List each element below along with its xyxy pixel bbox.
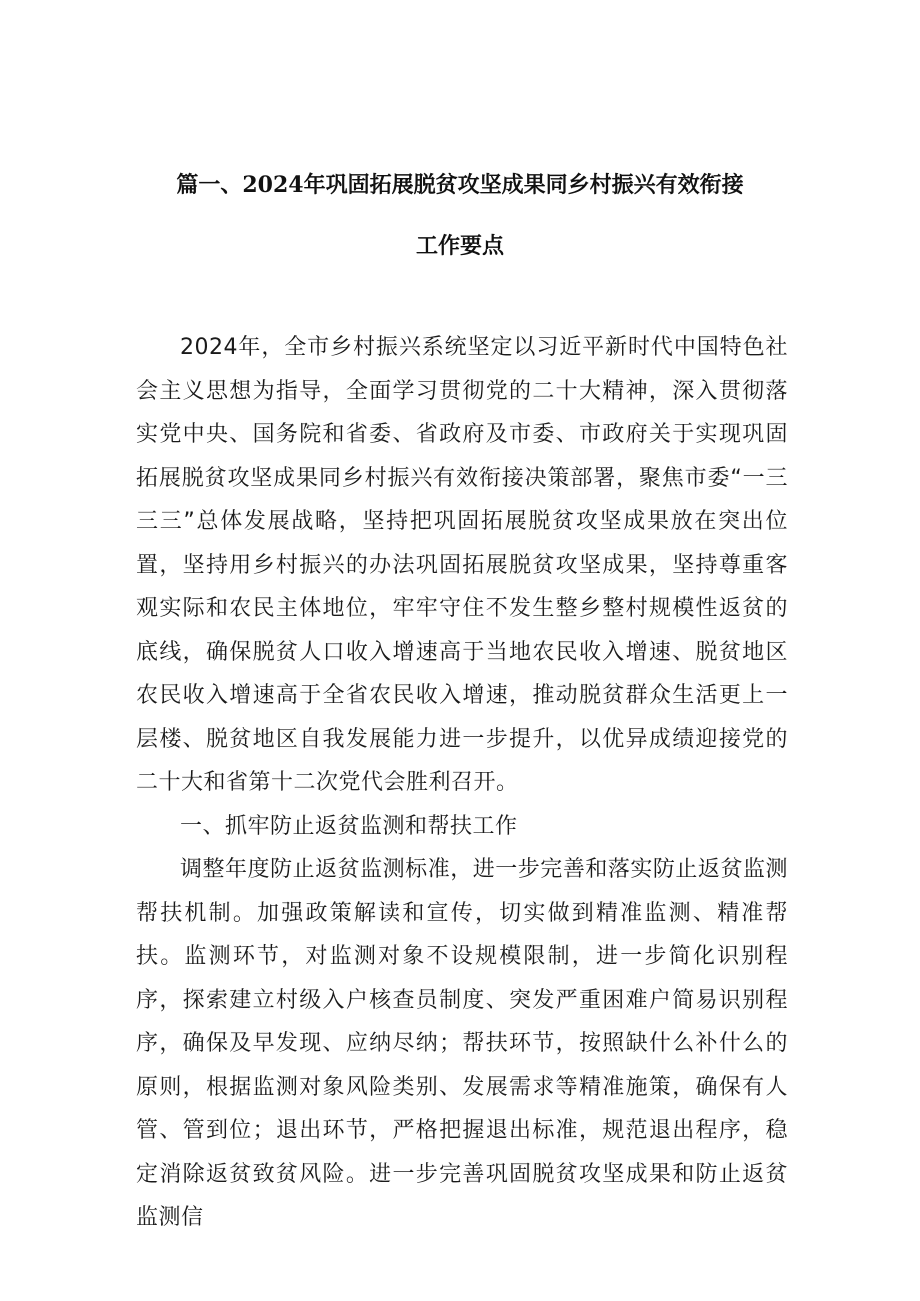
- document-title-line1: 篇一、2024年巩固拓展脱贫攻坚成果同乡村振兴有效衔接: [176, 172, 744, 198]
- document-title-line2: 工作要点: [415, 233, 504, 259]
- section1-heading: 一、抓牢防止返贫监测和帮扶工作: [180, 813, 518, 839]
- document-body: [136, 326, 788, 1240]
- intro-paragraph: 2024年，全市乡村振兴系统坚定以习近平新时代中国特色社会主义思想为指导，全面学习贯彻党的二十大精神，深入贯彻落实党中央、国务院和省委、省政府及市委、市政府关于实现巩固拓展脱贫攻坚成果同乡村振兴有效衔接决策部署，聚焦市委“一三三三”总体发展战略，坚持把巩固拓展脱贫攻坚成果放在突出位置，坚持用乡村振兴的办法巩固拓展脱贫攻坚成果，坚持尊重客观实际和农民主体地位，牢牢守住不发生整乡整村规模性返贫的底线，确保脱贫人口收入增速高于当地农民收入增速、脱贫地区农民收入增速高于全省农民收入增速，推动脱贫群众生活更上一层楼、脱贫地区自我发展能力进一步提升，以优异成绩迎接党的二十大和省第十二次党代会胜利召开。: [136, 335, 788, 795]
- section1-paragraph: 调整年度防止返贫监测标准，进一步完善和落实防止返贫监测帮扶机制。加强政策解读和宣传，切实做到精准监测、精准帮扶。监测环节，对监测对象不设规模限制，进一步简化识别程序，探索建立村级入户核查员制度、突发严重困难户简易识别程序，确保及早发现、应纳尽纳；帮扶环节，按照缺什么补什么的原则，根据监测对象风险类别、发展需求等精准施策，确保有人管、管到位；退出环节，严格把握退出标准，规范退出程序，稳定消除返贫致贫风险。进一步完善巩固脱贫攻坚成果和防止返贫监测信: [136, 857, 788, 1230]
